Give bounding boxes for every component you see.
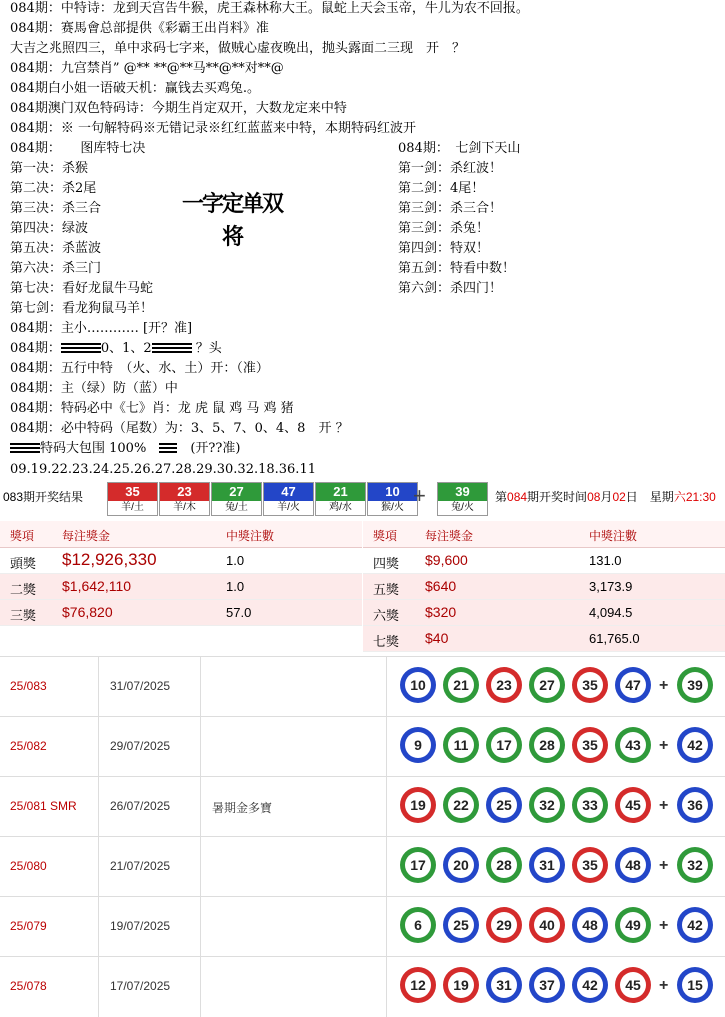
history-note: 暑期金多寶 (212, 801, 273, 815)
history-ball (400, 847, 436, 883)
column-divider (200, 897, 201, 957)
history-period[interactable]: 25/078 (10, 979, 47, 993)
left-item: 第七剑：看龙狗鼠马羊！ (10, 301, 154, 316)
col-header: 獎項 (373, 529, 398, 543)
text-line: 084期：必中特码（尾数）为：3、5、7、0、4、8 开 ？ (10, 421, 349, 436)
text-line: 084期：※ 一句解特码※无错记录※红红蓝蓝来中特，本期特码红波开 (10, 121, 416, 136)
ball-number: 35 (108, 483, 157, 501)
ball-number: 35 (577, 672, 603, 698)
text-line: 084期白小姐一语破天机：赢钱去买鸡兔.。 (10, 81, 260, 96)
history-ball (443, 727, 479, 763)
history-ball (572, 727, 608, 763)
left-item: 第一决：杀猴 (10, 161, 89, 176)
history-ball (572, 787, 608, 823)
history-row[interactable] (0, 776, 725, 837)
history-period[interactable]: 25/080 (10, 859, 47, 873)
draw-label: 083期开奖结果 (3, 490, 84, 504)
ball-number: 10 (368, 483, 417, 501)
plus-icon: + (413, 483, 426, 508)
history-ball (572, 907, 608, 943)
ball-zodiac: 兔/火 (451, 502, 474, 513)
history-ball (486, 967, 522, 1003)
left-item: 第四决：绿波 (10, 221, 89, 236)
info-text: 第 (495, 490, 508, 504)
history-date: 17/07/2025 (110, 979, 171, 993)
history-ball (443, 967, 479, 1003)
ball-zodiac: 猴/火 (381, 502, 404, 513)
right-item: 第三剑：杀三合！ (398, 201, 503, 216)
next-draw-info (495, 488, 716, 505)
history-special-ball (677, 667, 713, 703)
ball-number: 37 (534, 972, 560, 998)
special-ball (437, 482, 488, 516)
ball-number: 27 (534, 672, 560, 698)
history-date: 21/07/2025 (110, 859, 171, 873)
prize-count: 61,765.0 (589, 631, 640, 646)
column-divider (386, 957, 387, 1017)
ball-number: 48 (577, 912, 603, 938)
history-special-ball (677, 907, 713, 943)
prize-row (363, 548, 725, 574)
text-line: 084期：主（绿）防（蓝）中 (10, 381, 178, 396)
history-date: 31/07/2025 (110, 679, 171, 693)
left-item: 第六决：杀三门 (10, 261, 102, 276)
history-ball (529, 727, 565, 763)
history-row[interactable] (0, 956, 725, 1017)
history-ball (400, 967, 436, 1003)
ball-number: 47 (264, 483, 313, 501)
col-header: 每注獎金 (62, 529, 111, 543)
prize-amount: $9,600 (425, 552, 468, 568)
draw-ball (159, 482, 210, 516)
history-special-ball (677, 847, 713, 883)
ball-number: 21 (448, 672, 474, 698)
prize-name: 二獎 (10, 582, 37, 597)
column-divider (200, 717, 201, 777)
big-handwritten-text: 一字定单双 (182, 192, 283, 217)
draw-ball (211, 482, 262, 516)
ball-number: 15 (682, 972, 708, 998)
column-divider (386, 837, 387, 897)
text-line: 084期：特码必中《七》肖：龙 虎 鼠 鸡 马 鸡 猪 (10, 401, 294, 416)
text-line: 084期：五行中特 （火、水、土）开：（准） (10, 361, 269, 376)
draw-ball (315, 482, 366, 516)
ball-number: 33 (577, 792, 603, 818)
column-divider (200, 777, 201, 837)
info-text: 月 (600, 490, 613, 504)
column-divider (200, 657, 201, 717)
history-special-ball (677, 727, 713, 763)
plus-icon: + (659, 917, 669, 934)
ball-number: 48 (620, 852, 646, 878)
prize-row (363, 626, 725, 652)
history-period[interactable]: 25/083 (10, 679, 47, 693)
ball-number: 25 (448, 912, 474, 938)
history-ball (443, 787, 479, 823)
plus-icon: + (659, 977, 669, 994)
plus-icon: + (659, 677, 669, 694)
number-list: 09.19.22.23.24.25.26.27.28.29.30.32.18.36.11 (10, 462, 316, 477)
line-prefix: 084期： (10, 341, 61, 356)
prize-row (0, 548, 362, 574)
history-ball (486, 667, 522, 703)
info-day: 02 (612, 490, 626, 504)
prize-count: 131.0 (589, 553, 622, 568)
ball-number: 47 (620, 672, 646, 698)
column-divider (386, 657, 387, 717)
column-divider (98, 837, 99, 897)
history-date: 29/07/2025 (110, 739, 171, 753)
history-ball (486, 907, 522, 943)
info-month: 08 (587, 490, 601, 504)
prize-row (0, 574, 362, 600)
prize-amount: $320 (425, 604, 457, 620)
history-ball (529, 787, 565, 823)
ball-zodiac: 羊/木 (173, 502, 196, 513)
history-row[interactable] (0, 656, 725, 717)
prize-name: 三獎 (10, 608, 37, 623)
text-line: 084期：中特诗：龙到天宫告牛猴，虎王森林称大王。鼠蛇上天会玉帝，牛儿为农不回报。 (10, 1, 529, 16)
plus-icon: + (659, 857, 669, 874)
info-text: 期开奖时间 (527, 490, 588, 504)
right-item: 第四剑：特双！ (398, 241, 490, 256)
history-date: 19/07/2025 (110, 919, 171, 933)
text-line: 084期：九宫禁肖” @** **@**马**@**对**@ (10, 61, 284, 76)
ball-number: 40 (534, 912, 560, 938)
history-row[interactable] (0, 896, 725, 957)
history-ball (572, 967, 608, 1003)
history-ball (615, 907, 651, 943)
prize-count: 3,173.9 (589, 579, 633, 594)
history-ball (443, 907, 479, 943)
ball-number: 32 (682, 852, 708, 878)
ball-number: 49 (620, 912, 646, 938)
history-ball (400, 907, 436, 943)
history-period[interactable]: 25/081 SMR (10, 799, 77, 813)
ball-number: 31 (534, 852, 560, 878)
history-ball (572, 847, 608, 883)
ball-number: 42 (682, 912, 708, 938)
history-ball (529, 667, 565, 703)
ball-number: 23 (160, 483, 209, 501)
prize-amount: $1,642,110 (62, 578, 132, 594)
left-item: 第三决：杀三合 (10, 201, 102, 216)
col-header: 中獎注數 (226, 529, 275, 543)
ball-number: 11 (448, 732, 474, 758)
history-ball (486, 787, 522, 823)
ball-number: 35 (577, 732, 603, 758)
line-mid: 0、1、2 (100, 341, 152, 356)
history-ball (572, 667, 608, 703)
prize-amount: $76,820 (62, 604, 113, 620)
history-special-ball (677, 967, 713, 1003)
plus-icon: + (659, 737, 669, 754)
ball-number: 28 (491, 852, 517, 878)
history-ball (615, 727, 651, 763)
history-ball (615, 667, 651, 703)
prize-header (0, 521, 362, 548)
ball-zodiac: 羊/土 (121, 502, 144, 513)
prize-row (0, 600, 362, 626)
text-line: 大吉之兆照四三，单中求码七字来，做贼心虚夜晚出，抛头露面二三现 开 ？ (10, 41, 466, 56)
draw-ball (263, 482, 314, 516)
ball-number: 39 (682, 672, 708, 698)
col-header: 獎項 (10, 529, 35, 543)
latest-draw-row (0, 480, 725, 516)
column-divider (98, 717, 99, 777)
ball-number: 27 (212, 483, 261, 501)
ball-zodiac: 鸡/水 (329, 502, 352, 513)
bar-icon (61, 343, 101, 354)
bar-icon (152, 343, 192, 354)
ball-number: 39 (438, 483, 487, 501)
prize-name: 五獎 (373, 582, 400, 597)
left-item: 第七决：看好龙鼠牛马蛇 (10, 281, 154, 296)
left-item: 第五决：杀蓝波 (10, 241, 102, 256)
prediction-text-area (0, 0, 725, 480)
column-divider (98, 777, 99, 837)
prize-row (363, 574, 725, 600)
ball-number: 25 (491, 792, 517, 818)
text-line: 084期：主小………… [开？准] (10, 321, 193, 336)
prize-amount: $40 (425, 630, 449, 646)
right-section-header: 084期： 七剑下天山 (398, 141, 521, 156)
ball-zodiac: 兔/土 (225, 502, 248, 513)
ball-number: 23 (491, 672, 517, 698)
ball-number: 32 (534, 792, 560, 818)
line-suffix: (开??准) (190, 441, 241, 456)
col-header: 每注獎金 (425, 529, 474, 543)
ball-number: 12 (405, 972, 431, 998)
big-handwritten-char: 将 (222, 225, 245, 250)
history-ball (615, 787, 651, 823)
history-ball (400, 667, 436, 703)
bar-icon (159, 443, 177, 454)
column-divider (386, 777, 387, 837)
ball-zodiac: 羊/火 (277, 502, 300, 513)
right-item: 第二剑：4尾！ (398, 181, 485, 196)
ball-number: 31 (491, 972, 517, 998)
line-suffix: ？头 (195, 341, 222, 356)
prize-header (363, 521, 725, 548)
history-ball (443, 847, 479, 883)
history-row[interactable] (0, 716, 725, 777)
ball-number: 42 (577, 972, 603, 998)
prize-count: 1.0 (226, 579, 245, 594)
prize-count: 1.0 (226, 553, 245, 568)
ball-number: 43 (620, 732, 646, 758)
left-section-header: 084期： 图库特七决 (10, 141, 146, 156)
history-ball (529, 967, 565, 1003)
column-divider (98, 657, 99, 717)
ball-number: 29 (491, 912, 517, 938)
bar-icon (10, 443, 40, 454)
history-period[interactable]: 25/082 (10, 739, 47, 753)
ball-number: 22 (448, 792, 474, 818)
info-time: 21:30 (685, 490, 716, 504)
ball-number: 20 (448, 852, 474, 878)
column-divider (98, 897, 99, 957)
prize-name: 六獎 (373, 608, 400, 623)
ball-number: 42 (682, 732, 708, 758)
history-date: 26/07/2025 (110, 799, 171, 813)
ball-number: 45 (620, 972, 646, 998)
history-ball (400, 787, 436, 823)
info-text: 日 星期 (625, 490, 674, 504)
history-ball (486, 847, 522, 883)
text-line (10, 340, 222, 358)
history-row[interactable] (0, 836, 725, 897)
history-ball (486, 727, 522, 763)
ball-number: 45 (620, 792, 646, 818)
column-divider (200, 837, 201, 897)
left-item: 第二决：杀2尾 (10, 181, 97, 196)
ball-number: 10 (405, 672, 431, 698)
ball-number: 19 (405, 792, 431, 818)
column-divider (200, 957, 201, 1017)
info-period: 084 (507, 490, 528, 504)
history-ball (615, 967, 651, 1003)
column-divider (386, 897, 387, 957)
prize-count: 57.0 (226, 605, 252, 620)
right-item: 第六剑：杀四门！ (398, 281, 503, 296)
draw-ball (367, 482, 418, 516)
prize-count: 4,094.5 (589, 605, 633, 620)
ball-number: 21 (316, 483, 365, 501)
column-divider (98, 957, 99, 1017)
ball-number: 9 (405, 732, 431, 758)
plus-icon: + (659, 797, 669, 814)
text-line (10, 440, 240, 458)
text-line: 084期：赛馬會总部提供《彩霸王出肖料》准 (10, 21, 269, 36)
history-ball (443, 667, 479, 703)
prize-name: 頭獎 (10, 556, 37, 571)
prize-amount: $640 (425, 578, 457, 594)
prize-name: 四獎 (373, 556, 400, 571)
column-divider (386, 717, 387, 777)
ball-number: 28 (534, 732, 560, 758)
history-ball (529, 907, 565, 943)
line-main: 特码大包围 100% (40, 441, 147, 456)
history-special-ball (677, 787, 713, 823)
right-item: 第一剑：杀红波！ (398, 161, 503, 176)
prize-row (363, 600, 725, 626)
prize-amount: $12,926,330 (62, 550, 157, 569)
ball-number: 6 (405, 912, 431, 938)
ball-number: 35 (577, 852, 603, 878)
right-item: 第五剑：特看中数！ (398, 261, 516, 276)
ball-number: 36 (682, 792, 708, 818)
info-weekday: 六 (673, 490, 686, 504)
ball-number: 19 (448, 972, 474, 998)
history-ball (529, 847, 565, 883)
text-line: 084期澳门双色特码诗：今期生肖定双开，大数龙定来中特 (10, 101, 347, 116)
right-item: 第三剑：杀兔！ (398, 221, 490, 236)
history-ball (615, 847, 651, 883)
ball-number: 17 (405, 852, 431, 878)
draw-ball (107, 482, 158, 516)
prize-name: 七獎 (373, 634, 400, 649)
history-ball (400, 727, 436, 763)
history-period[interactable]: 25/079 (10, 919, 47, 933)
ball-number: 17 (491, 732, 517, 758)
col-header: 中獎注數 (589, 529, 638, 543)
